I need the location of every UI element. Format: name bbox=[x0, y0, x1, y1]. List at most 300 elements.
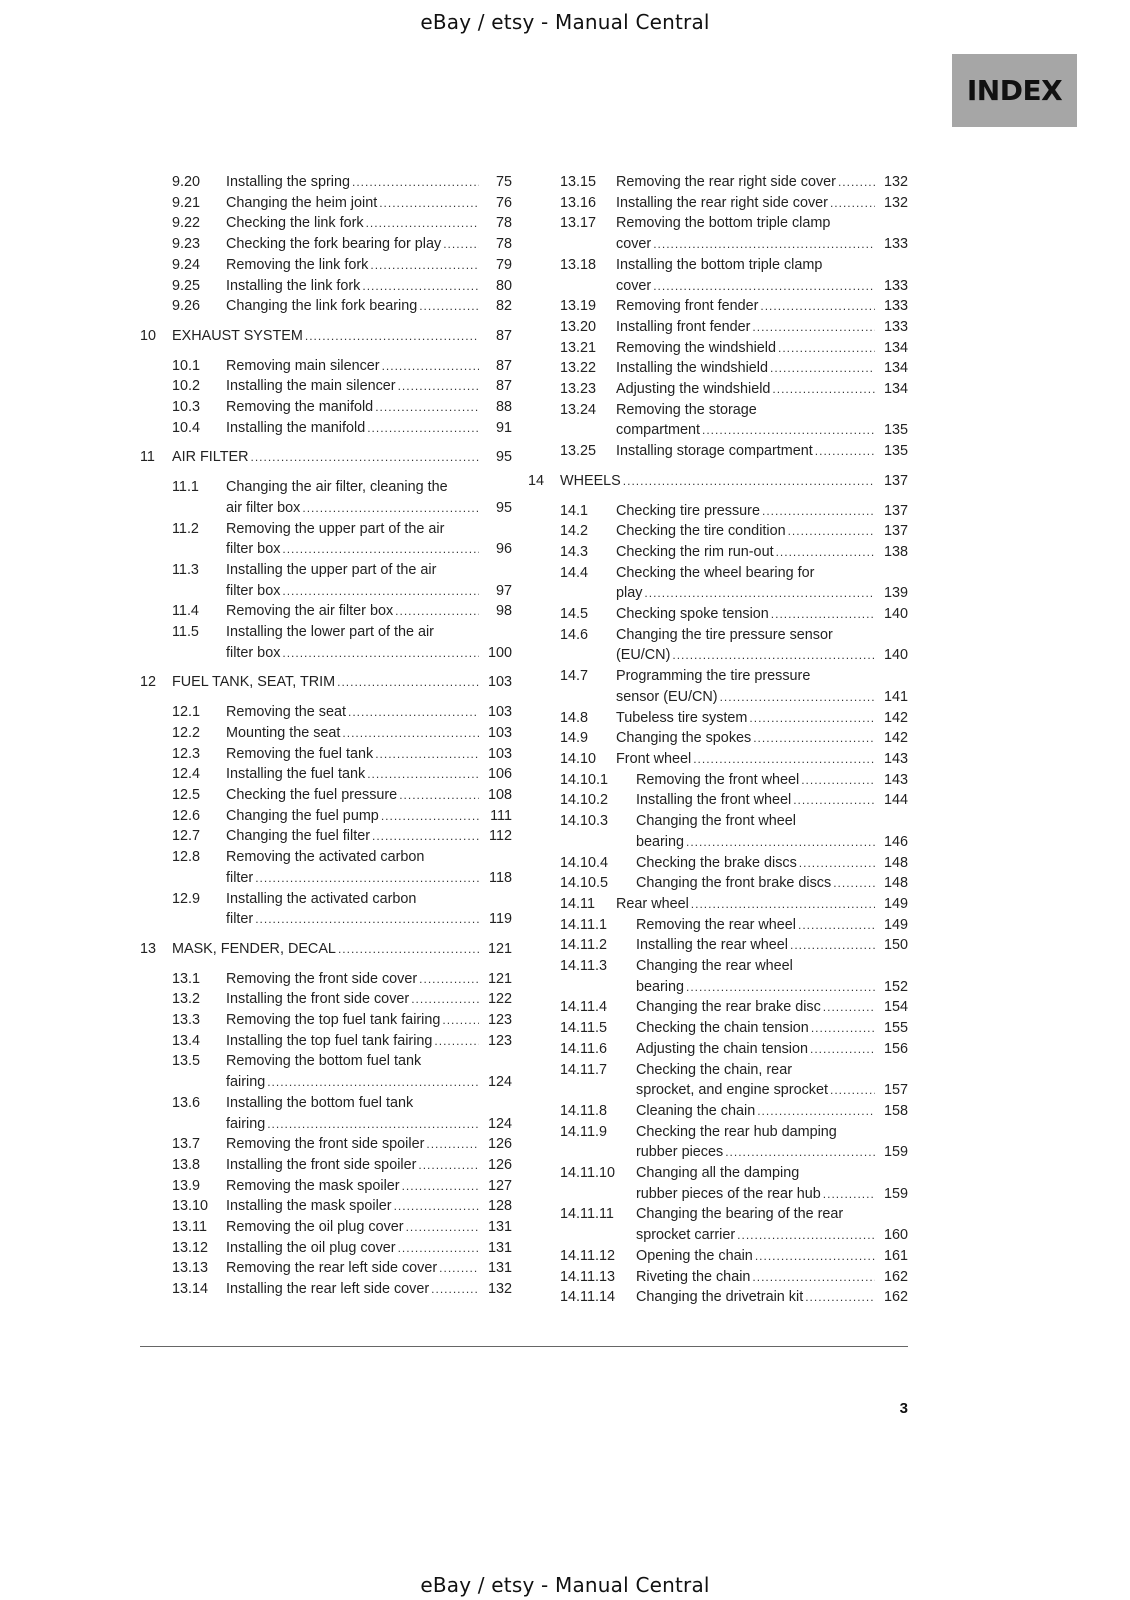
toc-entry-page: 75 bbox=[495, 174, 512, 190]
toc-entry-number: 13.11 bbox=[172, 1219, 207, 1236]
toc-entry-number: 11.5 bbox=[172, 624, 199, 641]
toc-entry-number: 14.10.3 bbox=[560, 813, 609, 830]
toc-entry[interactable] bbox=[140, 560, 512, 601]
toc-entry-number: 14.11 bbox=[560, 895, 595, 912]
toc-entry-title: Checking spoke tension bbox=[616, 606, 769, 623]
toc-entry-title: Checking the rim run-out bbox=[616, 543, 774, 560]
toc-entry[interactable] bbox=[140, 519, 512, 560]
toc-entry-page: 112 bbox=[489, 828, 512, 845]
toc-entry[interactable] bbox=[528, 317, 908, 338]
toc-entry-page: 121 bbox=[487, 970, 512, 987]
dot-leader bbox=[398, 376, 479, 397]
toc-entry[interactable] bbox=[140, 806, 512, 827]
dot-leader bbox=[382, 356, 479, 377]
toc-entry-title: filter box bbox=[226, 582, 281, 599]
footer-divider bbox=[140, 1346, 908, 1347]
toc-entry[interactable] bbox=[528, 625, 908, 666]
toc-entry-title: Checking the chain tension bbox=[636, 1020, 809, 1037]
dot-leader bbox=[337, 672, 479, 693]
toc-entry-number: 14.7 bbox=[560, 668, 589, 685]
toc-entry[interactable] bbox=[528, 666, 908, 707]
dot-leader bbox=[838, 172, 875, 193]
toc-entry-number: 13.14 bbox=[172, 1281, 209, 1298]
dot-leader bbox=[367, 764, 479, 785]
toc-entry[interactable] bbox=[140, 969, 512, 990]
toc-entry[interactable] bbox=[528, 1204, 908, 1245]
toc-entry[interactable] bbox=[528, 956, 908, 997]
dot-leader bbox=[442, 1010, 479, 1031]
toc-entry-title: AIR FILTER bbox=[172, 449, 249, 466]
toc-entry-title: air filter box bbox=[226, 499, 301, 516]
toc-entry-title: Removing the activated carbon bbox=[226, 849, 425, 866]
toc-entry-title: EXHAUST SYSTEM bbox=[172, 327, 303, 344]
toc-entry-page: 132 bbox=[487, 1281, 512, 1298]
toc-entry-page: 140 bbox=[883, 647, 908, 664]
toc-entry-page: 157 bbox=[883, 1082, 908, 1099]
toc-entry-number: 14.11.13 bbox=[560, 1268, 615, 1285]
toc-entry[interactable] bbox=[140, 356, 512, 377]
toc-entry-title: Removing the manifold bbox=[226, 399, 374, 416]
toc-entry[interactable] bbox=[140, 622, 512, 663]
toc-entry-page: 137 bbox=[883, 472, 908, 489]
toc-entry-page: 121 bbox=[487, 940, 512, 957]
toc-entry-page: 133 bbox=[883, 298, 908, 315]
dot-leader bbox=[305, 326, 479, 347]
toc-entry-title: Removing the link fork bbox=[226, 256, 369, 273]
toc-entry[interactable] bbox=[528, 1018, 908, 1039]
toc-entry-title: Removing the rear wheel bbox=[636, 916, 796, 933]
toc-entry-title: Installing the bottom fuel tank bbox=[226, 1094, 414, 1111]
toc-entry-page: 80 bbox=[495, 277, 512, 294]
toc-entry-number: 14.11.7 bbox=[560, 1061, 607, 1078]
toc-entry-title: Checking the fork bearing for play bbox=[226, 236, 442, 253]
dot-leader bbox=[338, 939, 479, 960]
toc-entry-page: 150 bbox=[883, 937, 908, 954]
dot-leader bbox=[811, 1018, 875, 1039]
toc-entry[interactable] bbox=[140, 1196, 512, 1217]
toc-entry-page: 124 bbox=[487, 1115, 512, 1132]
toc-entry[interactable] bbox=[528, 770, 908, 791]
toc-entry-title: Removing the seat bbox=[226, 704, 346, 721]
toc-entry[interactable] bbox=[528, 1060, 908, 1101]
toc-entry[interactable] bbox=[528, 521, 908, 542]
toc-entry[interactable] bbox=[528, 542, 908, 563]
toc-entry[interactable] bbox=[140, 296, 512, 317]
toc-entry[interactable] bbox=[140, 702, 512, 723]
toc-entry-number: 13.21 bbox=[560, 339, 597, 356]
dot-leader bbox=[799, 853, 875, 874]
toc-entry-page: 91 bbox=[495, 419, 512, 436]
toc-entry-title: Changing the fuel filter bbox=[226, 828, 370, 845]
dot-leader bbox=[439, 1258, 479, 1279]
toc-chapter-entry[interactable] bbox=[528, 471, 908, 492]
toc-entry-title: filter bbox=[226, 911, 254, 928]
toc-entry-number: 13.5 bbox=[172, 1053, 201, 1070]
dot-leader bbox=[419, 969, 479, 990]
toc-entry-number: 9.21 bbox=[172, 194, 201, 211]
dot-leader bbox=[830, 193, 875, 214]
toc-entry-page: 108 bbox=[487, 786, 512, 803]
toc-entry[interactable] bbox=[140, 418, 512, 439]
toc-entry[interactable] bbox=[528, 1246, 908, 1267]
toc-entry[interactable] bbox=[140, 723, 512, 744]
toc-entry-title: Mounting the seat bbox=[226, 724, 341, 741]
toc-entry-page: 127 bbox=[487, 1177, 512, 1194]
dot-leader bbox=[798, 915, 875, 936]
toc-entry[interactable] bbox=[140, 1134, 512, 1155]
toc-entry[interactable] bbox=[528, 915, 908, 936]
toc-entry[interactable] bbox=[528, 894, 908, 915]
toc-entry[interactable] bbox=[528, 790, 908, 811]
toc-entry-number: 14.10.2 bbox=[560, 792, 609, 809]
dot-leader bbox=[395, 601, 479, 622]
toc-entry-title: Installing the oil plug cover bbox=[226, 1239, 396, 1256]
toc-entry-page: 122 bbox=[487, 991, 512, 1008]
toc-entry-title: Removing the front wheel bbox=[636, 771, 800, 788]
toc-entry[interactable] bbox=[140, 764, 512, 785]
toc-entry-page: 131 bbox=[487, 1219, 512, 1236]
toc-entry[interactable] bbox=[528, 1267, 908, 1288]
toc-entry-page: 132 bbox=[883, 174, 908, 190]
toc-entry-title: compartment bbox=[616, 422, 700, 439]
toc-entry-title: Changing the air filter, cleaning the bbox=[226, 479, 448, 496]
dot-leader bbox=[282, 581, 479, 602]
dot-leader bbox=[255, 868, 479, 889]
dot-leader bbox=[752, 1267, 875, 1288]
toc-entry-number: 14.9 bbox=[560, 730, 589, 747]
toc-entry-title: play bbox=[616, 585, 643, 602]
toc-entry-number: 14.2 bbox=[560, 523, 589, 540]
toc-entry-page: 133 bbox=[883, 236, 908, 253]
dot-leader bbox=[778, 338, 875, 359]
toc-entry-page: 134 bbox=[883, 339, 908, 356]
toc-entry-number: 11.4 bbox=[172, 603, 199, 620]
toc-entry-number: 13.17 bbox=[560, 215, 597, 232]
dot-leader bbox=[406, 1217, 479, 1238]
toc-entry-number: 14.3 bbox=[560, 543, 589, 560]
toc-entry-page: 156 bbox=[883, 1040, 908, 1057]
toc-entry-title: Removing the fuel tank bbox=[226, 745, 374, 762]
toc-entry-title: rubber pieces bbox=[636, 1144, 724, 1161]
toc-entry-page: 131 bbox=[487, 1260, 512, 1277]
toc-entry[interactable] bbox=[140, 1176, 512, 1197]
toc-chapter-entry[interactable] bbox=[140, 672, 512, 693]
toc-entry-title: Checking the wheel bearing for bbox=[616, 564, 815, 581]
toc-entry-page: 87 bbox=[495, 378, 512, 395]
toc-entry[interactable] bbox=[528, 1163, 908, 1204]
toc-entry-number: 11 bbox=[140, 449, 155, 466]
dot-leader bbox=[725, 1142, 875, 1163]
toc-entry-page: 132 bbox=[883, 194, 908, 211]
toc-entry-title: Removing the rear left side cover bbox=[226, 1260, 438, 1277]
toc-entry-number: 13.1 bbox=[172, 970, 201, 987]
toc-entry-page: 123 bbox=[487, 1012, 512, 1029]
toc-entry-title: Checking the brake discs bbox=[636, 854, 797, 871]
toc-entry[interactable] bbox=[140, 193, 512, 214]
toc-entry-title: Changing the heim joint bbox=[226, 194, 378, 211]
toc-entry-title: Changing the rear wheel bbox=[636, 958, 793, 975]
toc-entry-title: fairing bbox=[226, 1074, 266, 1091]
dot-leader bbox=[693, 749, 875, 770]
toc-entry[interactable] bbox=[140, 1238, 512, 1259]
toc-entry-number: 14 bbox=[528, 472, 545, 489]
toc-entry-page: 79 bbox=[495, 256, 512, 273]
dot-leader bbox=[282, 643, 479, 664]
toc-entry-page: 128 bbox=[487, 1198, 512, 1215]
dot-leader bbox=[749, 708, 875, 729]
toc-entry[interactable] bbox=[528, 296, 908, 317]
toc-entry-page: 103 bbox=[487, 704, 512, 721]
toc-entry-number: 13 bbox=[140, 940, 157, 957]
toc-entry[interactable] bbox=[140, 213, 512, 234]
toc-entry[interactable] bbox=[528, 213, 908, 254]
toc-entry-number: 11.2 bbox=[172, 520, 199, 537]
toc-entry[interactable] bbox=[140, 785, 512, 806]
toc-entry-page: 137 bbox=[883, 523, 908, 540]
toc-entry-title: Changing the rear brake disc bbox=[636, 999, 821, 1016]
toc-entry[interactable] bbox=[528, 379, 908, 400]
toc-entry[interactable] bbox=[528, 708, 908, 729]
toc-entry-title: Changing the front wheel bbox=[636, 813, 797, 830]
toc-entry[interactable] bbox=[140, 847, 512, 888]
dot-leader bbox=[772, 379, 875, 400]
toc-entry[interactable] bbox=[140, 601, 512, 622]
dot-leader bbox=[815, 441, 875, 462]
toc-entry[interactable] bbox=[528, 255, 908, 296]
toc-entry-title: Installing the upper part of the air bbox=[226, 561, 437, 578]
toc-entry[interactable] bbox=[528, 873, 908, 894]
toc-entry-page: 149 bbox=[883, 895, 908, 912]
toc-column-left bbox=[140, 172, 512, 1300]
dot-leader bbox=[362, 276, 479, 297]
toc-entry-number: 14.8 bbox=[560, 709, 589, 726]
dot-leader bbox=[753, 728, 875, 749]
toc-entry-number: 14.11.4 bbox=[560, 999, 607, 1016]
toc-entry[interactable] bbox=[528, 935, 908, 956]
toc-entry[interactable] bbox=[528, 997, 908, 1018]
toc-entry[interactable] bbox=[528, 400, 908, 441]
toc-entry-title: Changing the bearing of the rear bbox=[636, 1206, 844, 1223]
dot-leader bbox=[267, 1072, 479, 1093]
toc-entry[interactable] bbox=[528, 338, 908, 359]
toc-entry[interactable] bbox=[140, 1279, 512, 1300]
toc-entry-number: 14.10.4 bbox=[560, 854, 609, 871]
toc-entry[interactable] bbox=[140, 826, 512, 847]
toc-entry-number: 13.7 bbox=[172, 1136, 201, 1153]
toc-entry-title: sensor (EU/CN) bbox=[616, 688, 718, 705]
toc-entry-page: 135 bbox=[883, 443, 908, 460]
toc-entry[interactable] bbox=[140, 1051, 512, 1092]
toc-entry-page: 87 bbox=[495, 357, 512, 374]
toc-entry-number: 12.9 bbox=[172, 890, 201, 907]
dot-leader bbox=[367, 418, 479, 439]
toc-entry[interactable] bbox=[528, 1287, 908, 1308]
toc-entry-page: 159 bbox=[883, 1144, 908, 1161]
toc-entry-title: Installing the front wheel bbox=[636, 792, 792, 809]
dot-leader bbox=[720, 687, 875, 708]
toc-entry-number: 9.26 bbox=[172, 298, 201, 315]
toc-entry[interactable] bbox=[528, 501, 908, 522]
dot-leader bbox=[381, 806, 479, 827]
toc-entry[interactable] bbox=[140, 172, 512, 193]
toc-entry-title: Tubeless tire system bbox=[616, 709, 748, 726]
toc-entry[interactable] bbox=[528, 728, 908, 749]
toc-entry-number: 12.8 bbox=[172, 849, 201, 866]
toc-entry[interactable] bbox=[528, 1039, 908, 1060]
toc-entry-title: Checking the rear hub damping bbox=[636, 1123, 837, 1140]
toc-entry-title: cover bbox=[616, 277, 652, 294]
toc-entry-page: 142 bbox=[883, 730, 908, 747]
toc-entry-page: 103 bbox=[487, 745, 512, 762]
toc-entry-page: 139 bbox=[883, 585, 908, 602]
toc-entry-title: Installing the front side spoiler bbox=[226, 1156, 417, 1173]
toc-entry[interactable] bbox=[528, 441, 908, 462]
toc-entry-page: 142 bbox=[883, 709, 908, 726]
toc-entry[interactable] bbox=[140, 234, 512, 255]
dot-leader bbox=[790, 935, 875, 956]
toc-entry[interactable] bbox=[140, 397, 512, 418]
dot-leader bbox=[762, 501, 875, 522]
toc-entry[interactable] bbox=[528, 604, 908, 625]
toc-chapter-entry[interactable] bbox=[140, 939, 512, 960]
toc-entry-title: Installing storage compartment bbox=[616, 443, 813, 460]
toc-chapter-entry[interactable] bbox=[140, 447, 512, 468]
toc-entry-number: 12.6 bbox=[172, 807, 201, 824]
toc-entry-page: 124 bbox=[487, 1074, 512, 1091]
toc-entry-number: 9.22 bbox=[172, 215, 201, 232]
dot-leader bbox=[823, 997, 875, 1018]
toc-entry[interactable] bbox=[528, 811, 908, 852]
toc-entry-title: Installing the front side cover bbox=[226, 991, 410, 1008]
toc-entry-page: 144 bbox=[883, 792, 908, 809]
dot-leader bbox=[830, 1080, 875, 1101]
toc-entry-title: Installing the rear right side cover bbox=[616, 194, 828, 211]
toc-entry-page: 159 bbox=[883, 1185, 908, 1202]
toc-entry-page: 146 bbox=[883, 833, 908, 850]
toc-entry-title: Changing the spokes bbox=[616, 730, 752, 747]
dot-leader bbox=[372, 826, 479, 847]
toc-entry[interactable] bbox=[140, 477, 512, 518]
toc-entry[interactable] bbox=[140, 1093, 512, 1134]
toc-entry-title: bearing bbox=[636, 978, 685, 995]
dot-leader bbox=[402, 1176, 479, 1197]
toc-entry-title: Removing the front side cover bbox=[226, 970, 418, 987]
toc-entry[interactable] bbox=[140, 989, 512, 1010]
dot-leader bbox=[411, 989, 479, 1010]
toc-entry-page: 141 bbox=[883, 688, 908, 705]
dot-leader bbox=[352, 172, 479, 193]
toc-entry[interactable] bbox=[528, 172, 908, 193]
toc-entry-number: 13.13 bbox=[172, 1260, 209, 1277]
toc-entry[interactable] bbox=[528, 749, 908, 770]
toc-entry-page: 118 bbox=[489, 869, 512, 886]
dot-leader bbox=[653, 276, 875, 297]
toc-entry-number: 9.23 bbox=[172, 236, 201, 253]
toc-entry-number: 14.11.6 bbox=[560, 1040, 607, 1057]
toc-entry[interactable] bbox=[528, 1101, 908, 1122]
dot-leader bbox=[426, 1134, 479, 1155]
dot-leader bbox=[434, 1031, 479, 1052]
index-tab-label: INDEX bbox=[966, 74, 1063, 107]
toc-entry-title: Installing the mask spoiler bbox=[226, 1198, 392, 1215]
toc-entry-number: 13.23 bbox=[560, 381, 597, 398]
toc-entry-page: 149 bbox=[883, 916, 908, 933]
toc-entry-page: 103 bbox=[487, 724, 512, 741]
toc-entry-page: 134 bbox=[883, 381, 908, 398]
toc-entry[interactable] bbox=[140, 1258, 512, 1279]
dot-leader bbox=[702, 420, 875, 441]
toc-entry-title: Opening the chain bbox=[636, 1247, 753, 1264]
toc-chapter-entry[interactable] bbox=[140, 326, 512, 347]
toc-entry-page: 154 bbox=[883, 999, 908, 1016]
dot-leader bbox=[418, 1155, 479, 1176]
toc-entry[interactable] bbox=[140, 1155, 512, 1176]
dot-leader bbox=[394, 1196, 479, 1217]
toc-entry[interactable] bbox=[140, 889, 512, 930]
toc-entry[interactable] bbox=[528, 193, 908, 214]
dot-leader bbox=[776, 542, 875, 563]
toc-entry[interactable] bbox=[140, 255, 512, 276]
dot-leader bbox=[793, 790, 875, 811]
toc-entry-number: 13.20 bbox=[560, 318, 597, 335]
toc-entry-number: 14.5 bbox=[560, 606, 589, 623]
watermark-top: eBay / etsy - Manual Central bbox=[420, 10, 710, 34]
toc-entry-number: 14.10.1 bbox=[560, 771, 609, 788]
toc-entry-title: Removing the top fuel tank fairing bbox=[226, 1012, 441, 1029]
dot-leader bbox=[788, 521, 875, 542]
toc-entry-page: 143 bbox=[883, 771, 908, 788]
toc-entry-title: (EU/CN) bbox=[616, 647, 671, 664]
toc-entry[interactable] bbox=[140, 744, 512, 765]
toc-entry-title: Removing the air filter box bbox=[226, 603, 394, 620]
toc-entry-number: 13.19 bbox=[560, 298, 597, 315]
toc-entry[interactable] bbox=[140, 1031, 512, 1052]
dot-leader bbox=[302, 498, 479, 519]
toc-entry[interactable] bbox=[140, 1217, 512, 1238]
toc-entry-number: 13.6 bbox=[172, 1094, 201, 1111]
toc-entry-title: Changing the tire pressure sensor bbox=[616, 626, 833, 643]
dot-leader bbox=[823, 1184, 875, 1205]
toc-entry[interactable] bbox=[528, 1122, 908, 1163]
dot-leader bbox=[398, 1238, 479, 1259]
toc-entry[interactable] bbox=[528, 358, 908, 379]
toc-entry-title: Installing the main silencer bbox=[226, 378, 396, 395]
toc-entry-title: Installing front fender bbox=[616, 318, 751, 335]
toc-entry-title: Checking the chain, rear bbox=[636, 1061, 792, 1078]
toc-entry[interactable] bbox=[140, 276, 512, 297]
toc-entry[interactable] bbox=[140, 1010, 512, 1031]
toc-entry-number: 13.16 bbox=[560, 194, 597, 211]
toc-entry-title: Installing the manifold bbox=[226, 419, 366, 436]
toc-entry-number: 14.11.3 bbox=[560, 958, 607, 975]
toc-entry-number: 14.11.11 bbox=[560, 1206, 614, 1223]
toc-entry-title: Checking tire pressure bbox=[616, 502, 760, 519]
toc-entry[interactable] bbox=[140, 376, 512, 397]
toc-entry[interactable] bbox=[528, 853, 908, 874]
toc-entry-title: Cleaning the chain bbox=[636, 1102, 756, 1119]
toc-entry-page: 158 bbox=[883, 1102, 908, 1119]
toc-entry-page: 162 bbox=[883, 1268, 908, 1285]
toc-entry[interactable] bbox=[528, 563, 908, 604]
dot-leader bbox=[801, 770, 875, 791]
dot-leader bbox=[251, 447, 480, 468]
toc-entry-title: Removing the mask spoiler bbox=[226, 1177, 400, 1194]
toc-entry-page: 96 bbox=[495, 541, 512, 558]
toc-entry-title: Removing the oil plug cover bbox=[226, 1219, 404, 1236]
toc-entry-title: Front wheel bbox=[616, 750, 692, 767]
toc-entry-page: 140 bbox=[883, 606, 908, 623]
toc-column-right bbox=[528, 172, 908, 1308]
